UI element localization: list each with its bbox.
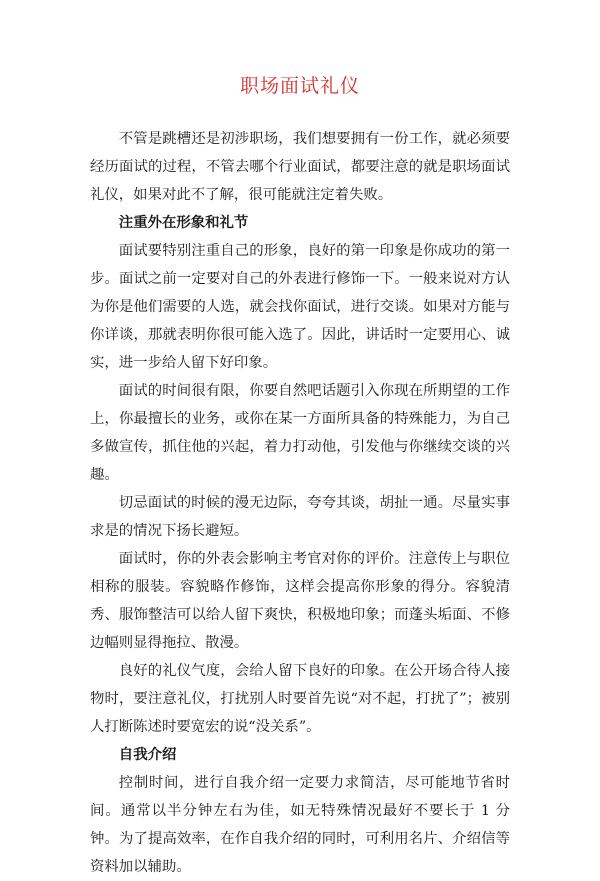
paragraph: 面试时，你的外表会影响主考官对你的评价。注意传上与职位相称的服装。容貌略作修饰，这样会提高你形象的得分。容貌清秀、服饰整洁可以给人留下爽快，积极地印象；而蓬头垢面、不修边幅则显得拖拉、散漫。 [90, 551, 510, 651]
section-heading-appearance: 注重外在形象和礼节 [118, 215, 249, 231]
paragraph: 控制时间，进行自我介绍一定要力求简洁，尽可能地节省时间。通常以半分钟左右为佳，如无特殊情况最好不要长于 1 分钟。为了提高效率，在作自我介绍的同时，可利用名片、介绍信等资料加以辅助。 [90, 775, 510, 875]
paragraph: 面试要特别注重自己的形象，良好的第一印象是你成功的第一步。面试之前一定要对自己的外表进行修饰一下。一般来说对方认为你是他们需要的人选，就会找你面试，进行交谈。如果对方能与你详谈，那就表明你很可能入选了。因此，讲话时一定要用心、诚实，进一步给人留下好印象。 [90, 243, 510, 371]
page-title: 职场面试礼仪 [239, 75, 360, 97]
section-heading-self-intro: 自我介绍 [118, 747, 177, 763]
intro-paragraph: 不管是跳槽还是初涉职场，我们想要拥有一份工作，就必须要经历面试的过程，不管去哪个行业面试，都要注意的就是职场面试礼仪，如果对此不了解，很可能就注定着失败。 [90, 131, 510, 203]
document-body [90, 125, 510, 881]
paragraph: 良好的礼仪气度，会给人留下良好的印象。在公开场合待人接物时，要注意礼仪，打扰别人时要首先说“对不起，打扰了”；被别人打断陈述时要宽宏的说“没关系”。 [90, 663, 510, 735]
paragraph: 切忌面试的时候的漫无边际，夸夸其谈，胡扯一通。尽量实事求是的情况下扬长避短。 [90, 495, 510, 539]
paragraph: 面试的时间很有限，你要自然吧话题引入你现在所期望的工作上，你最擅长的业务，或你在某一方面所具备的特殊能力，为自己多做宣传，抓住他的兴起，着力打动他，引发他与你继续交谈的兴趣。 [90, 383, 510, 483]
